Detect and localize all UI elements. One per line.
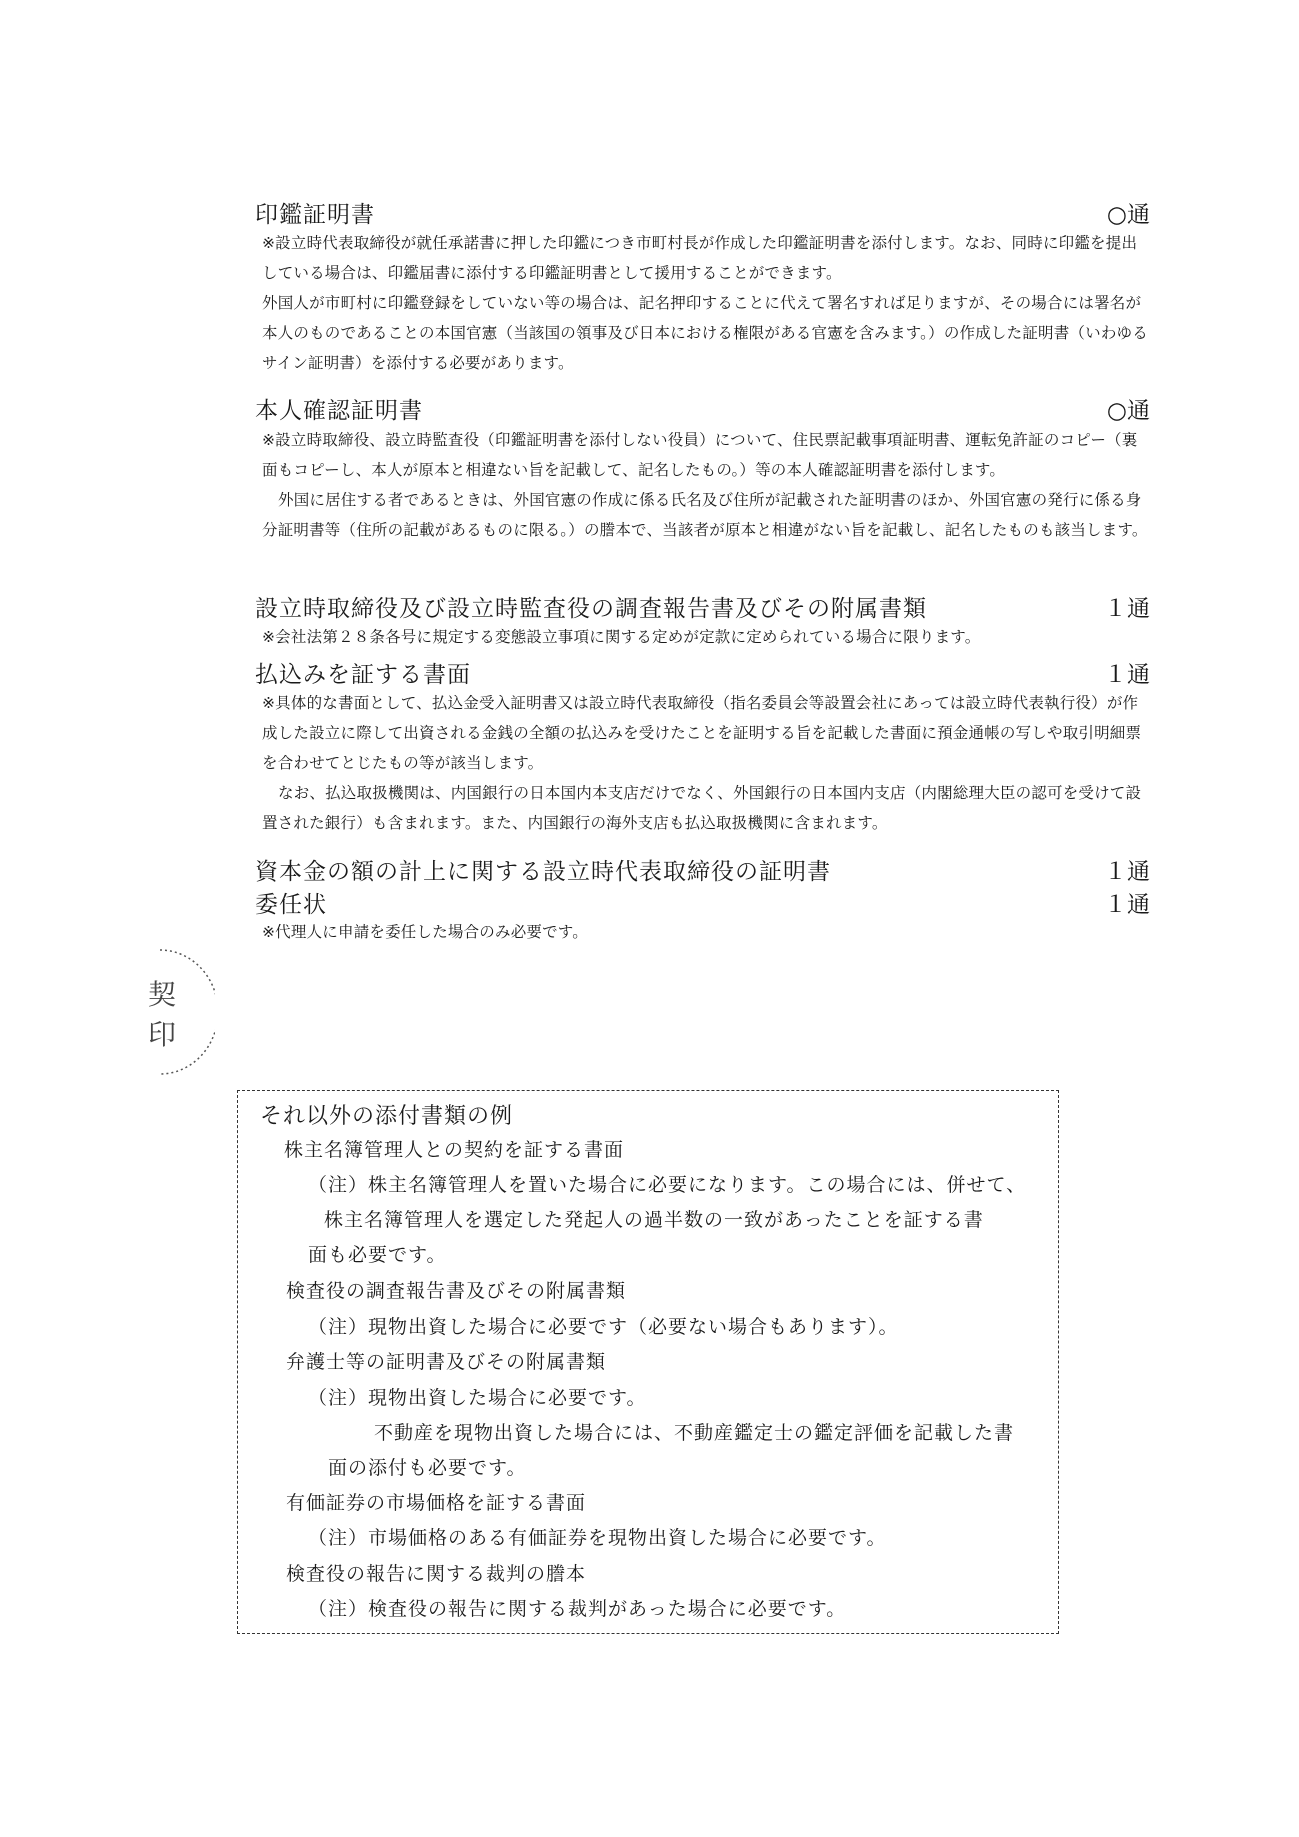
section-identity [255, 392, 1150, 425]
section-capital [255, 853, 1150, 886]
section-notes [262, 425, 1150, 545]
section-title: 本人確認証明書 [255, 398, 423, 424]
section-notes [262, 622, 1150, 652]
box-note: 不動産を現物出資した場合には、不動産鑑定士の鑑定評価を記載した書 [374, 1422, 1015, 1444]
seal-text [148, 975, 178, 1055]
box-item: 検査役の調査報告書及びその附属書類 [286, 1280, 627, 1302]
section-power-of-attorney [255, 886, 1150, 919]
note-text: 外国に居住する者であるときは、外国官憲の作成に係る氏名及び住所が記載された証明書のほか、外国官憲の発行に係る身分証明書等（住所の記載があるものに限る。）の謄本で、当該者が原本と相違がない旨を記載し、記名したものも該当します。 [262, 491, 1148, 539]
section-count: １通 [1104, 662, 1150, 688]
section-title: 委任状 [255, 892, 327, 918]
section-title: 資本金の額の計上に関する設立時代表取締役の証明書 [255, 859, 831, 885]
section-notes [262, 917, 1150, 947]
box-item: 有価証券の市場価格を証する書面 [286, 1492, 587, 1514]
section-count: １通 [1104, 892, 1150, 918]
box-note: （注）現物出資した場合に必要です。 [308, 1387, 647, 1409]
box-item: 株主名簿管理人との契約を証する書面 [284, 1139, 625, 1161]
section-title: 印鑑証明書 [255, 202, 375, 228]
box-title: それ以外の添付書類の例 [260, 1104, 514, 1129]
section-count: ○通 [1106, 398, 1150, 424]
box-note: （注）株主名簿管理人を置いた場合に必要になります。この場合には、併せて、 [308, 1174, 1027, 1196]
section-count: １通 [1104, 859, 1150, 885]
section-title: 設立時取締役及び設立時監査役の調査報告書及びその附属書類 [255, 596, 927, 622]
seal-char: 契 [148, 978, 177, 1011]
box-note: （注）市場価格のある有価証券を現物出資した場合に必要です。 [308, 1527, 887, 1549]
note-text: 外国人が市町村に印鑑登録をしていない等の場合は、記名押印することに代えて署名すれば足りますが、その場合には署名が本人のものであることの本国官憲（当該国の領事及び日本における権限がある官憲を含みます。）の作成した証明書（いわゆるサイン証明書）を添付する必要があります。 [262, 294, 1148, 372]
section-count: １通 [1104, 596, 1150, 622]
box-note: 面の添付も必要です。 [328, 1457, 527, 1479]
note-text: なお、払込取扱機関は、内国銀行の日本国内本支店だけでなく、外国銀行の日本国内支店（内閣総理大臣の認可を受けて設置された銀行）も含まれます。また、内国銀行の海外支店も払込取扱機関に含まれます。 [262, 784, 1142, 832]
box-item: 弁護士等の証明書及びその附属書類 [286, 1351, 607, 1373]
note-text: ※会社法第２８条各号に規定する変態設立事項に関する定めが定款に定められている場合に限ります。 [262, 628, 981, 646]
box-note: （注）検査役の報告に関する裁判があった場合に必要です。 [308, 1598, 847, 1620]
box-note: 株主名簿管理人を選定した発起人の過半数の一致があったことを証する書 [324, 1209, 984, 1231]
note-text: ※具体的な書面として、払込金受入証明書又は設立時代表取締役（指名委員会等設置会社にあっては設立時代表執行役）が作成した設立に際して出資される金銭の全額の払込みを受けたことを証明する旨を記載した書面に預金通帳の写しや取引明細票を合わせてとじたもの等が該当します。 [262, 694, 1142, 772]
section-notes [262, 228, 1150, 378]
box-note: 面も必要です。 [308, 1244, 447, 1266]
seal-char: 印 [148, 1018, 177, 1051]
section-payment [255, 656, 1150, 689]
box-note: （注）現物出資した場合に必要です（必要ない場合もあります）。 [308, 1316, 899, 1338]
note-text: ※設立時代表取締役が就任承諾書に押した印鑑につき市町村長が作成した印鑑証明書を添付します。なお、同時に印鑑を提出している場合は、印鑑届書に添付する印鑑証明書として援用することができます。 [262, 234, 1138, 282]
section-title: 払込みを証する書面 [255, 662, 471, 688]
section-notes [262, 688, 1150, 838]
section-inkan [255, 196, 1150, 229]
note-text: ※代理人に申請を委任した場合のみ必要です。 [262, 923, 588, 941]
section-survey-report [255, 590, 1150, 623]
box-item: 検査役の報告に関する裁判の謄本 [286, 1563, 587, 1585]
note-text: ※設立時取締役、設立時監査役（印鑑証明書を添付しない役員）について、住民票記載事項証明書、運転免許証のコピー（裏面もコピーし、本人が原本と相違ない旨を記載して、記名したもの。）等の本人確認証明書を添付します。 [262, 431, 1138, 479]
other-attachments-box [237, 1090, 1059, 1634]
section-count: ○通 [1106, 202, 1150, 228]
